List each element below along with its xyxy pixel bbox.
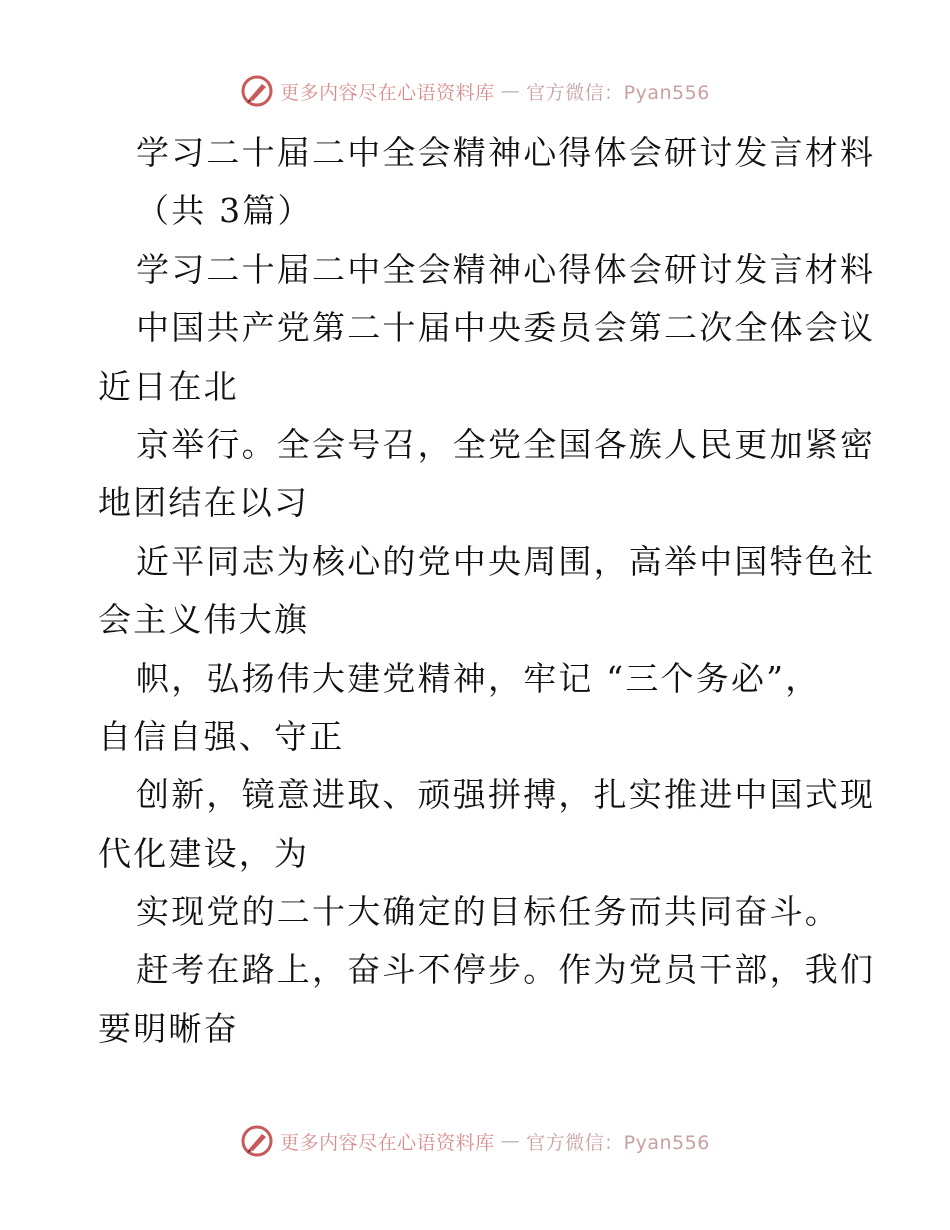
text-line: 实现党的二十大确定的目标任务而共同奋斗。 [136, 892, 840, 932]
document-body [98, 124, 876, 1058]
text-line: 近平同志为核心的党中央周围，高举中国特色社 [136, 541, 876, 581]
footer-watermark [0, 1124, 950, 1158]
watermark-wechat: 官方微信：Pyan556 [526, 81, 710, 104]
text-line: 学习二十届二中全会精神心得体会研讨发言材料 [136, 133, 876, 172]
text-line: 京举行。全会号召，全党全国各族人民更加紧密 [136, 424, 876, 464]
watermark-wechat: 官方微信：Pyan556 [526, 1131, 710, 1154]
text-line: 赶考在路上，奋斗不停步。作为党员干部，我们 [136, 950, 876, 990]
text-line: 创新，镜意进取、顽强拼搏，扎实推进中国式现 [136, 775, 876, 815]
watermark-separator: — [500, 1130, 521, 1152]
text-line: 会主义伟大旗 [98, 600, 310, 640]
text-line: 要明晰奋 [98, 1008, 239, 1048]
pen-logo-icon [240, 74, 274, 108]
text-line: 自信自强、守正 [98, 716, 345, 756]
text-line: 近日在北 [98, 366, 239, 406]
watermark-brand: 更多内容尽在心语资料库 [280, 1131, 495, 1154]
pen-logo-icon [240, 1124, 274, 1158]
text-line: （共 3篇） [136, 191, 313, 231]
watermark-brand: 更多内容尽在心语资料库 [280, 81, 495, 104]
header-watermark [0, 74, 950, 108]
text-line: 中国共产党第二十届中央委员会第二次全体会议 [136, 308, 876, 348]
text-line: 学习二十届二中全会精神心得体会研讨发言材料 [136, 249, 876, 289]
watermark-separator: — [500, 80, 521, 102]
text-line: 帜，弘扬伟大建党精神，牢记 “三个务必”， [136, 658, 821, 698]
text-line: 地团结在以习 [98, 483, 310, 523]
text-line: 代化建设，为 [98, 833, 310, 873]
